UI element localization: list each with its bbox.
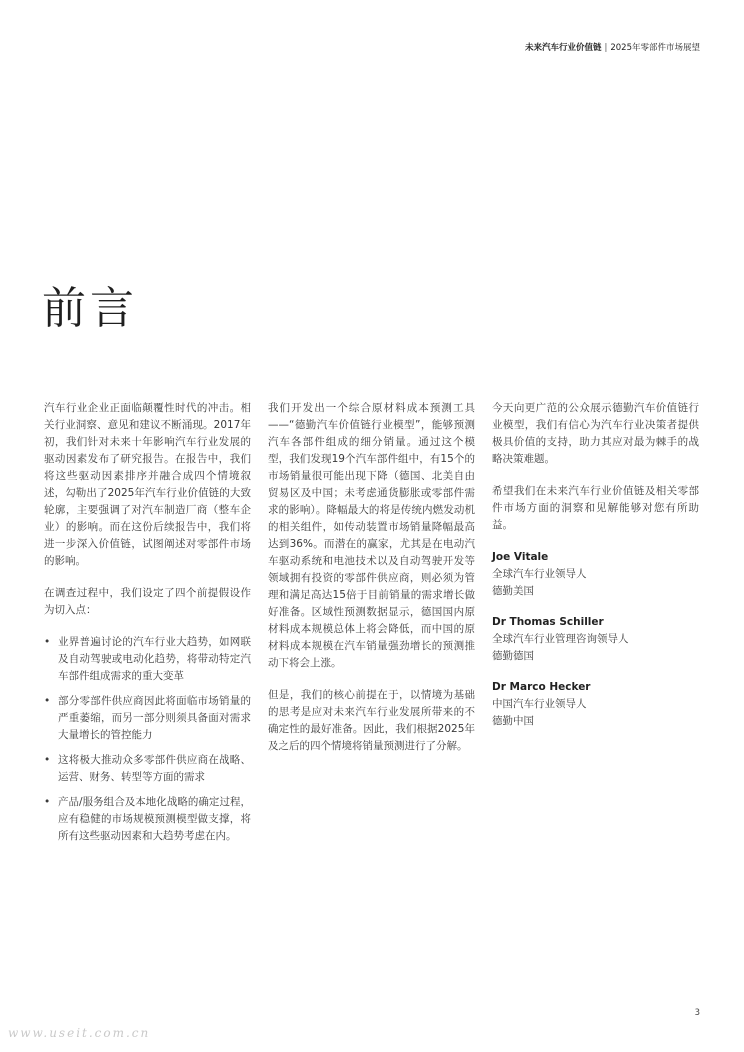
- text-column-1: [44, 400, 251, 853]
- signatory: [492, 614, 699, 665]
- intro-paragraph: 汽车行业企业正面临颠覆性时代的冲击。相关行业洞察、意见和建议不断涌现。2017年初，我们针对未来十年影响汽车行业发展的驱动因素发布了研究报告。在报告中，我们将这些驱动因素排序并融合成四个情境叙述，勾勒出了2025年汽车行业价值链的大致轮廓，主要强调了对汽车制造厂商（整车企业）的影响。而在这份后续报告中，我们将进一步深入价值链，试图阐述对零部件市场的影响。: [44, 402, 251, 567]
- signatory-org: 德勤美国: [492, 585, 534, 597]
- signatory-org: 德勤中国: [492, 715, 534, 727]
- signatory-name: Joe Vitale: [492, 551, 549, 563]
- header-separator: |: [604, 43, 608, 53]
- model-paragraph: 我们开发出一个综合原材料成本预测工具——“德勤汽车价值链行业模型”，能够预测汽车各部件组成的细分销量。通过这个模型，我们发现19个汽车部件组中，有15个的市场销量很可能出现下降（德国、北美自由贸易区及中国；未考虑通货膨胀或零部件需求的影响）。降幅最大的将是传统内燃发动机的相关组件，如传动装置市场销量降幅最高达到36%。而潜在的赢家，尤其是在电动汽车驱动系统和电池技术以及自动驾驶开发等领域拥有投资的零部件供应商，则必须为管理和满足高达15倍于目前销量的需求增长做好准备。区域性预测数据显示，德国国内原材料成本规模总体上将会降低，而中国的原材料成本规模在汽车销量强劲增长的预测推动下将会上涨。: [268, 402, 475, 669]
- text-column-2: [268, 400, 475, 770]
- wish-paragraph: 希望我们在未来汽车行业价值链及相关零部件市场方面的洞察和见解能够对您有所助益。: [492, 485, 699, 531]
- signatory-role: 全球汽车行业领导人: [492, 568, 587, 580]
- page-title: 前言: [42, 283, 138, 334]
- text-column-3: [492, 400, 699, 744]
- closing-paragraph: 今天向更广范的公众展示德勤汽车价值链行业模型，我们有信心为汽车行业决策者提供极具价值的支持，助力其应对最为棘手的战略决策难题。: [492, 402, 699, 465]
- watermark: www.useit.com.cn: [8, 1026, 151, 1040]
- scenario-paragraph: 但是，我们的核心前提在于，以情境为基础的思考是应对未来汽车行业发展所带来的不确定性的最好准备。因此，我们根据2025年及之后的四个情境将销量预测进行了分解。: [268, 689, 475, 752]
- list-item: • 产品/服务组合及本地化战略的确定过程，应有稳健的市场规模预测模型做支撑，将所有这些驱动因素和大趋势考虑在内。: [44, 794, 251, 845]
- header-subtitle: 2025年零部件市场展望: [610, 43, 700, 53]
- signatory-role: 中国汽车行业领导人: [492, 698, 587, 710]
- list-item: • 这将极大推动众多零部件供应商在战略、运营、财务、转型等方面的需求: [44, 752, 251, 786]
- list-item: • 部分零部件供应商因此将面临市场销量的严重萎缩，而另一部分则须具备面对需求大量增长的管控能力: [44, 693, 251, 744]
- signatory-name: Dr Marco Hecker: [492, 681, 591, 693]
- premise-intro-paragraph: 在调查过程中，我们设定了四个前提假设作为切入点：: [44, 587, 251, 616]
- signatory-name: Dr Thomas Schiller: [492, 616, 604, 628]
- signatory-org: 德勤德国: [492, 650, 534, 662]
- signatory-role: 全球汽车行业管理咨询领导人: [492, 633, 629, 645]
- page-number: 3: [694, 1008, 700, 1018]
- signatory: [492, 679, 699, 730]
- list-item: • 业界普遍讨论的汽车行业大趋势，如网联及自动驾驶或电动化趋势，将带动特定汽车部件组成需求的重大变革: [44, 634, 251, 685]
- signatory: [492, 549, 699, 600]
- premise-list: [44, 634, 251, 845]
- running-header: [525, 41, 700, 53]
- header-report-title: 未来汽车行业价值链: [524, 43, 602, 53]
